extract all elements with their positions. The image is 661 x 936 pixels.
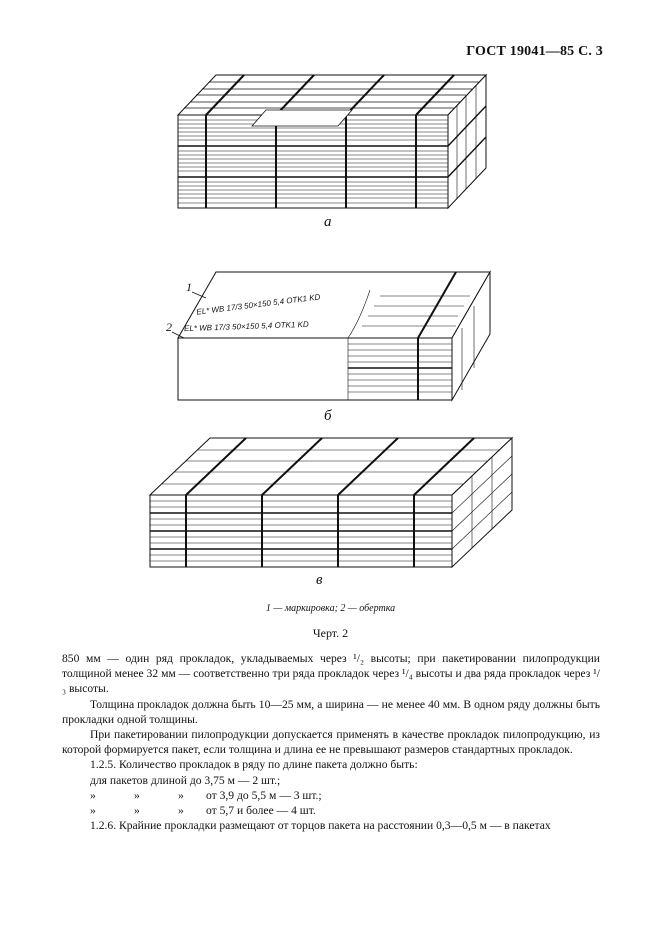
marker-2: 2 bbox=[166, 320, 172, 334]
page-header: ГОСТ 19041—85 С. 3 bbox=[466, 44, 603, 59]
list-item-text: от 3,9 до 5,5 м — 3 шт.; bbox=[206, 788, 322, 802]
marking-text-2: EL* WB 17/3 50×150 5,4 OTK1 KD bbox=[183, 319, 309, 334]
ditto-mark: » bbox=[90, 788, 96, 802]
paragraph-3: При пакетировании пилопродукции допускается применять в качестве прокладок пилопродукцию, из которой формируется пакет, если толщина и длина ее не превышают размеров стандартных прокладок. bbox=[62, 728, 600, 757]
paragraph-5: для пакетов длиной до 3,75 м — 2 шт.; bbox=[90, 773, 281, 787]
figure-b-label: б bbox=[324, 408, 332, 424]
figure-legend: 1 — маркировка; 2 — обертка bbox=[265, 603, 396, 614]
paragraph-2: Толщина прокладок должна быть 10—25 мм, а ширина — не менее 40 мм. В одном ряду должны быть прокладки одной толщины. bbox=[62, 697, 600, 726]
body-text bbox=[62, 651, 600, 833]
marking-text-1: EL* WB 17/3 50×150 5,4 OTK1 KD bbox=[195, 292, 321, 317]
ditto-mark: » bbox=[134, 804, 140, 818]
ditto-mark: » bbox=[90, 804, 96, 818]
list-item-4-boards bbox=[62, 803, 600, 818]
paragraph-1: 850 мм — один ряд прокладок, укладываемых через ¹/₂ высоты; при пакетировании пилопродукции толщиной менее 32 мм — соответственно три ряда прокладок через ¹/₄ высоты и два ряда прокладок через ¹/₃ высоты. bbox=[62, 652, 600, 696]
figure-v-stacked-package bbox=[150, 438, 512, 567]
marker-1: 1 bbox=[186, 280, 192, 294]
figure-a-label: а bbox=[324, 214, 332, 230]
list-item-3-boards bbox=[62, 788, 600, 803]
ditto-mark: » bbox=[178, 804, 184, 818]
figure-b-wrapped-package bbox=[172, 272, 490, 400]
figure-v-label: в bbox=[316, 572, 323, 588]
ditto-mark: » bbox=[134, 788, 140, 802]
figure-a-lumber-package bbox=[178, 75, 486, 208]
paragraph-4: 1.2.5. Количество прокладок в ряду по длине пакета должно быть: bbox=[90, 758, 418, 772]
list-item-text: от 5,7 и более — 4 шт. bbox=[206, 804, 316, 818]
ditto-mark: » bbox=[178, 788, 184, 802]
paragraph-8: 1.2.6. Крайние прокладки размещают от торцов пакета на расстоянии 0,3—0,5 м — в пакетах bbox=[90, 819, 551, 833]
figure-caption: Черт. 2 bbox=[312, 626, 349, 640]
